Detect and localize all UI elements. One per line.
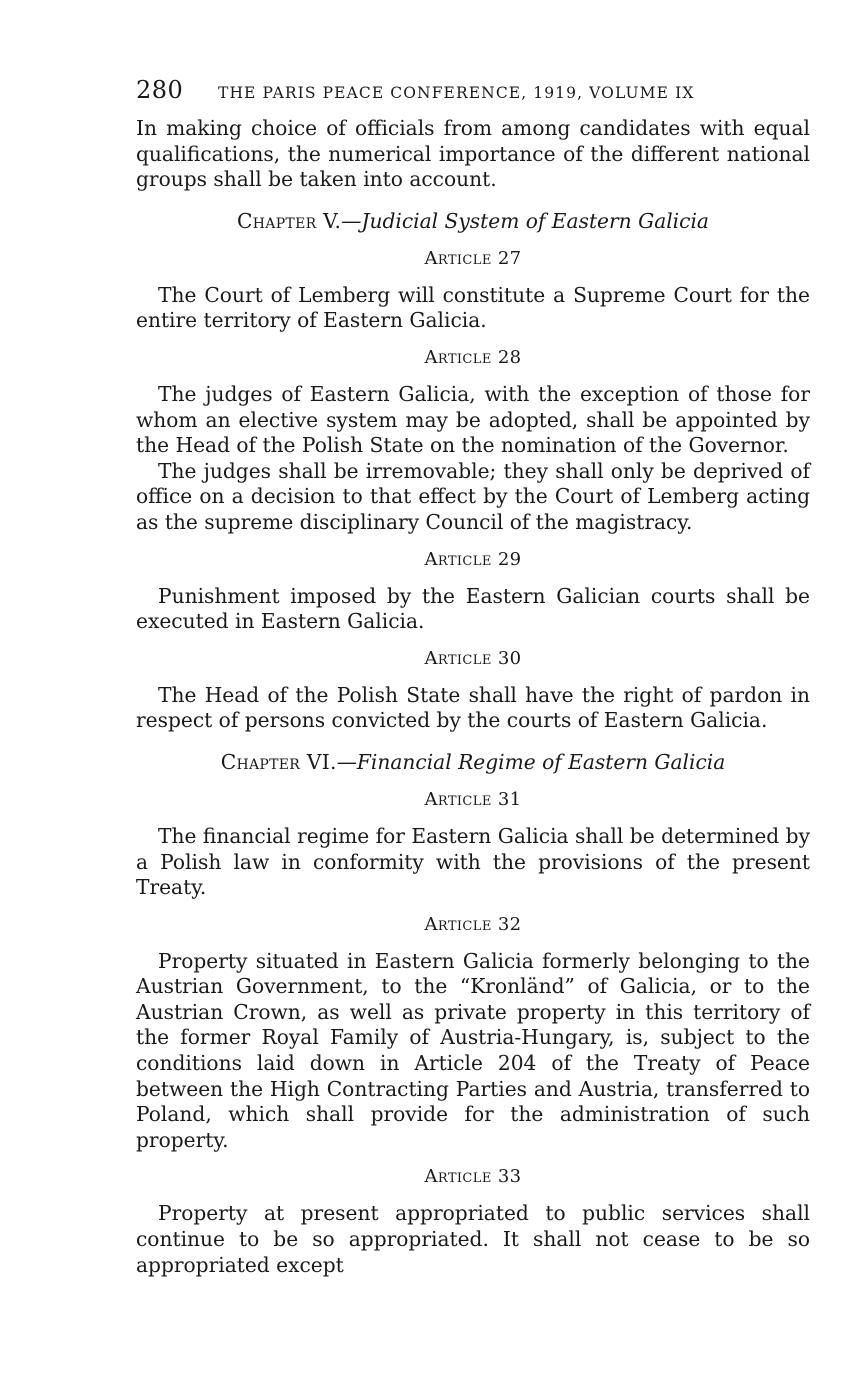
paragraph-officials: In making choice of officials from among candidates with equal qualifications, the numerical importance of the different national groups shall be taken into account.	[136, 116, 810, 192]
article-heading-27: Article 27	[424, 247, 522, 269]
page-number: 280	[136, 76, 184, 104]
running-head	[136, 76, 810, 104]
article-heading-30: Article 30	[424, 647, 522, 669]
paragraph-article-29: Punishment imposed by the Eastern Galician courts shall be executed in Eastern Galicia.	[136, 583, 810, 634]
chapter-heading-v	[136, 208, 810, 234]
article-heading-31: Article 31	[424, 788, 522, 810]
article-heading-33: Article 33	[424, 1166, 522, 1188]
paragraph-article-28-b: The judges shall be irremovable; they shall only be deprived of office on a decision to that effect by the Court of Lemberg acting as the supreme disciplinary Council of the magistracy.	[136, 458, 810, 534]
paragraph-article-33: Property at present appropriated to public services shall continue to be so appropriated. It shall not cease to be so appropriated except	[136, 1201, 810, 1277]
chapter-heading-vi	[136, 749, 810, 775]
paragraph-article-32: Property situated in Eastern Galicia formerly belonging to the Austrian Government, to the “Kronländ” of Galicia, or to the Austrian Crown, as well as private property in this territory of the former Royal Family of Austria-Hungary, is, subject to the conditions laid down in Article 204 of the Treaty of Peace between the High Contracting Parties and Austria, transferred to Poland, which shall provide for the administration of such property.	[136, 948, 810, 1152]
chapter-label: Chapter V.	[237, 208, 342, 233]
paragraph-article-27: The Court of Lemberg will constitute a Supreme Court for the entire territory of Eastern Galicia.	[136, 282, 810, 333]
article-heading-32: Article 32	[424, 913, 522, 935]
chapter-title: —Judicial System of Eastern Galicia	[341, 208, 709, 233]
paragraph-article-30: The Head of the Polish State shall have the right of pardon in respect of persons convicted by the courts of Eastern Galicia.	[136, 682, 810, 733]
chapter-title: —Financial Regime of Eastern Galicia	[336, 749, 726, 774]
chapter-label: Chapter VI.	[220, 749, 337, 774]
document-page	[136, 76, 810, 1278]
paragraph-article-28-a: The judges of Eastern Galicia, with the exception of those for whom an elective system may be adopted, shall be appointed by the Head of the Polish State on the nomination of the Governor.	[136, 381, 810, 458]
paragraph-article-31: The financial regime for Eastern Galicia shall be determined by a Polish law in conformity with the provisions of the present Treaty.	[136, 823, 810, 900]
article-heading-28: Article 28	[424, 346, 522, 368]
running-title: THE PARIS PEACE CONFERENCE, 1919, VOLUME IX	[218, 84, 695, 102]
article-heading-29: Article 29	[424, 548, 522, 570]
